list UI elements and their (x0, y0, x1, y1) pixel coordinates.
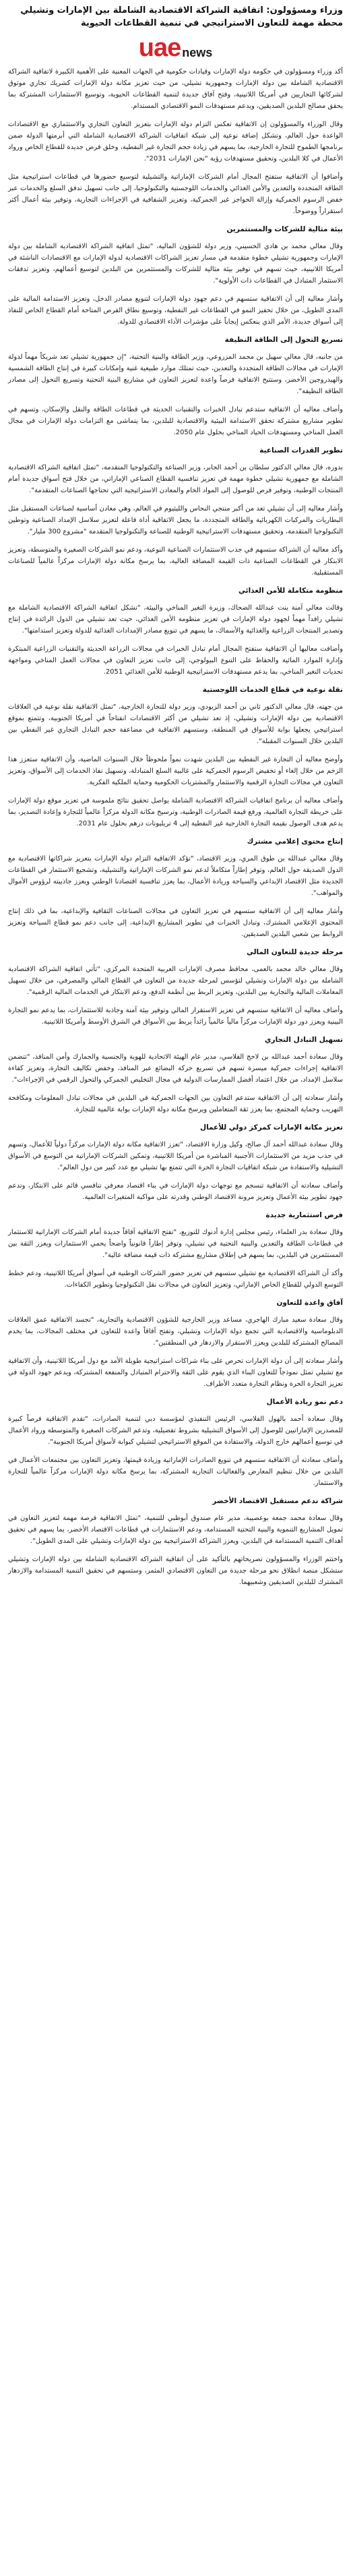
article-paragraph: وقال سعادة أحمد عبدالله بن لاحج الفلاسي، مدير عام الهيئة الاتحادية للهوية والجنسية والجمارك وأمن المنافذ، "تتضمن الاتفاقية إجراءات جمركية ميسرة تسهم في تسريع حركة البضائع عبر المنافذ، وخفض تكاليف التجارة، وتعزيز كفاءة سلاسل الإمداد، من خلال اعتماد أفضل الممارسات الدولية في مجال التخليص الجمركي والتحول الرقمي في الإجراءات". (8, 1053, 343, 1084)
section-heading: تسهيل التبادل التجاري (264, 1036, 343, 1044)
logo-suffix-text: news (182, 46, 213, 59)
article-paragraph: وقال معالي عبدالله بن طوق المري، وزير الاقتصاد، "تؤكد الاتفاقية التزام دولة الإمارات بتعزيز شراكاتها الاقتصادية مع الدول الصديقة حول العالم، وتوفر إطاراً متكاملاً لدعم نمو الشركات الإماراتية والتشيلية، وتشجيع الاستثمار في القطاعات الجديدة مثل الاقتصاد الإبداعي والسياحة وريادة الأعمال، بما يعزز تنافسية اقتصادنا الوطني ويعزز جاذبيته لرؤوس الأموال والمواهب". (8, 855, 343, 897)
article-paragraph: وقال الوزراء والمسؤولون إن الاتفاقية تعكس التزام دولة الإمارات بتعزيز التعاون التجاري والاستثماري مع الاقتصادات الواعدة حول العالم، وتشكل إضافة نوعية إلى شبكة اتفاقيات الشراكة الاقتصادية الشاملة التي أبرمتها الدولة ضمن برنامجها الطموح للتجارة الخارجية، بما يسهم في زيادة حجم التجارة غير النفطية، وخلق فرص جديدة للقطاع الخاص ورواد الأعمال في كلا البلدين، وتحقيق مستهدفات رؤية "نحن الإمارات 2031". (8, 121, 343, 163)
article-paragraph: من جهته، قال معالي الدكتور ثاني بن أحمد الزيودي، وزير دولة للتجارة الخارجية، "تمثل الاتفاقية نقلة نوعية في العلاقات الاقتصادية بين دولة الإمارات وتشيلي، إذ تعد تشيلي من أكثر الاقتصادات انفتاحاً في أمريكا الجنوبية، وتتمتع بموقع استراتيجي يجعلها بوابة للأسواق في المنطقة، وستسهم الاتفاقية في مضاعفة حجم التبادل التجاري غير النفطي بين البلدين خلال السنوات المقبلة". (8, 703, 343, 745)
section-heading: دعم نمو ريادة الأعمال (266, 1398, 343, 1406)
section-heading: نقلة نوعية في قطاع الخدمات اللوجستية (202, 686, 343, 694)
article-paragraph: وقال معالي محمد بن هادي الحسيني، وزير دولة للشؤون المالية، "تمثل اتفاقية الشراكة الاقتصادية الشاملة بين دولة الإمارات وجمهورية تشيلي خطوة متقدمة في مسار تعزيز الشراكات الاقتصادية لدولة الإمارات مع الاقتصادات الناشئة في أمريكا اللاتينية، حيث تسهم في توفير بيئة مثالية للشركات والمستثمرين من البلدين لتوسيع أعمالهم، وتعزيز تدفقات الاستثمار المتبادل في القطاعات ذات الأولوية". (8, 243, 343, 285)
article-paragraph: وأشار معاليه إلى أن الاتفاقية ستسهم في تعزيز التعاون في مجالات الصناعات الثقافية والإبداعية، بما في ذلك إنتاج المحتوى الإعلامي المشترك، وتبادل الخبرات في تطوير المشاريع الإبداعية، إلى جانب دعم نمو قطاع السياحة وتعزيز الروابط بين شعبي البلدين الصديقين. (8, 908, 343, 938)
article-paragraph: وأشار معاليه إلى أن الاتفاقية ستسهم في دعم جهود دولة الإمارات لتنويع مصادر الدخل، وتعزيز الاستدامة المالية على المدى الطويل، من خلال تحفيز النمو في القطاعات غير النفطية، وتوسيع نطاق الفرص المتاحة أمام القطاع الخاص للنفاذ إلى أسواق جديدة، الأمر الذي ينعكس إيجاباً على مؤشرات الأداء الاقتصادي للدولة. (8, 295, 343, 326)
section-heading: آفاق واعدة للتعاون (276, 1299, 343, 1307)
article-paragraph: وقالت معالي آمنة بنت عبدالله الضحاك، وزيرة التغير المناخي والبيئة، "تشكل اتفاقية الشراكة الاقتصادية الشاملة مع تشيلي رافداً مهماً لجهود دولة الإمارات في تعزيز منظومة الأمن الغذائي، حيث تعد تشيلي من الدول الرائدة في إنتاج وتصدير المنتجات الزراعية والغذائية والأسماك، ما يسهم في تنويع مصادر الإمدادات الغذائية للدولة وتعزيز استدامتها". (8, 604, 343, 635)
article-paragraph: وأضاف معاليه أن برنامج اتفاقيات الشراكة الاقتصادية الشاملة يواصل تحقيق نتائج ملموسة في تعزيز موقع دولة الإمارات على خريطة التجارة العالمية، ورفع قيمة الصادرات الوطنية، وترسيخ مكانة الدولة مركزاً عالمياً للتجارة وإعادة التصدير، بما يدعم هدف الوصول بقيمة التجارة الخارجية غير النفطية إلى 4 تريليونات درهم بحلول عام 2031. (8, 797, 343, 827)
article-paragraph: وأشار معاليه إلى أن تشيلي تعد من أكبر منتجي النحاس والليثيوم في العالم، وهي معادن أساسية لصناعات المستقبل مثل البطاريات والمركبات الكهربائية والطاقة المتجددة، ما يجعل الاتفاقية أداة فاعلة لتعزيز سلاسل الإمداد الصناعية وتوطين التكنولوجيا المتقدمة، وتحقيق مستهدفات الاستراتيجية الوطنية للصناعة والتكنولوجيا المتقدمة "مشروع 300 مليار". (8, 505, 343, 535)
article-paragraph: بدوره، قال معالي الدكتور سلطان بن أحمد الجابر، وزير الصناعة والتكنولوجيا المتقدمة، "تمثل اتفاقية الشراكة الاقتصادية الشاملة مع جمهورية تشيلي خطوة مهمة في تعزيز تنافسية القطاع الصناعي الإماراتي، من خلال فتح أسواق جديدة أمام المنتجات الوطنية، وتوفير فرص للوصول إلى المواد الخام والمعادن الاستراتيجية التي تحتاجها الصناعات المتقدمة". (8, 464, 343, 494)
article-paragraph: وأضافوا أن الاتفاقية ستفتح المجال أمام الشركات الإماراتية والتشيلية لتوسيع حضورها في قطاعات استراتيجية مثل الطاقة المتجددة والتعدين والأمن الغذائي والخدمات اللوجستية والتكنولوجيا، إلى جانب تسهيل تدفق السلع والخدمات عبر خفض الرسوم الجمركية وإزالة الحواجز غير الجمركية، وتعزيز الشفافية في الإجراءات التجارية، وتوفير بيئة أعمال أكثر استقراراً ووضوحاً. (8, 173, 343, 215)
logo-container (8, 35, 343, 61)
section-heading: بيئة مثالية للشركات والمستثمرين (226, 225, 343, 233)
article-paragraph: وأضاف معاليه أن الاتفاقية ستدعم تبادل الخبرات والتقنيات الحديثة في قطاعات الطاقة والنقل والإسكان، وتسهم في تطوير مشاريع مشتركة تحقق الاستدامة البيئية والاقتصادية للبلدين، بما يتماشى مع التزامات دولة الإمارات في مجال العمل المناخي ومستهدفات الحياد المناخي بحلول عام 2050. (8, 406, 343, 436)
article-paragraph: وأكد أن الشراكة الاقتصادية مع تشيلي ستسهم في تعزيز حضور الشركات الوطنية في أسواق أمريكا اللاتينية، ودعم خطط التوسع الدولي للقطاع الخاص الإماراتي، وتعزيز التعاون في مجالات نقل التكنولوجيا وتطوير الكفاءات. (8, 1270, 343, 1289)
section-heading: شراكة تدعم مستقبل الاقتصاد الأخضر (212, 1497, 343, 1505)
section-heading: إنتاج محتوى إعلامي مشترك (247, 838, 343, 846)
article-paragraph: وأوضح معاليه أن التجارة غير النفطية بين البلدين شهدت نمواً ملحوظاً خلال السنوات الماضية، وأن الاتفاقية ستعزز هذا الزخم من خلال إلغاء أو تخفيض الرسوم الجمركية على غالبية السلع المتبادلة، وتسهيل نفاذ الخدمات إلى الأسواق، وتعزيز التعاون في مجالات التجارة الرقمية والاستثمار والمشتريات الحكومية وحماية الملكية الفكرية. (8, 756, 343, 786)
uae-news-logo[interactable] (139, 35, 213, 61)
section-heading: تسريع التحول إلى الطاقة النظيفة (224, 336, 343, 344)
article-paragraph: وقال سعادة عبدالله أحمد آل صالح، وكيل وزارة الاقتصاد، "تعزز الاتفاقية مكانة دولة الإمارات مركزاً دولياً للأعمال، وتسهم في جذب مزيد من الاستثمارات الأجنبية المباشرة من أمريكا اللاتينية، وتمكين الشركات الإماراتية من التوسع في الأسواق التشيلية والاستفادة من شبكة اتفاقيات التجارة الحرة التي تتمتع بها تشيلي مع عدد كبير من دول العالم". (8, 1141, 343, 1171)
article-paragraph: وأشار سعادته إلى أن دولة الإمارات تحرص على بناء شراكات استراتيجية طويلة الأمد مع دول أمريكا اللاتينية، وأن الاتفاقية مع تشيلي تمثل نموذجاً للتعاون البناء الذي يقوم على الثقة والاحترام المتبادل والمنفعة المشتركة، ويدعم جهود الدولة في تعزيز التجارة الحرة ونظام التجارة متعدد الأطراف. (8, 1357, 343, 1388)
article-paragraph: وأضاف سعادته أن الاتفاقية ستسهم في تنويع الصادرات الإماراتية وزيادة قيمتها، وتعزيز التعاون بين مجتمعات الأعمال في البلدين من خلال تنظيم المعارض والفعاليات التجارية المشتركة، بما يرسخ مكانة دولة الإمارات مركزاً عالمياً للتجارة والاستثمار. (8, 1457, 343, 1487)
article-paragraph: وقال معالي خالد محمد بالعمى، محافظ مصرف الإمارات العربية المتحدة المركزي، "تأتي اتفاقية الشراكة الاقتصادية الشاملة بين دولة الإمارات وتشيلي لتؤسس لمرحلة جديدة من التعاون في القطاع المالي والمصرفي، من خلال تسهيل المعاملات المالية والتجارية بين البلدين، وتعزيز الربط بين أنظمة الدفع، ودعم الابتكار في الخدمات المالية الرقمية". (8, 966, 343, 996)
article-paragraph: وأضافت معاليها أن الاتفاقية ستفتح المجال أمام تبادل الخبرات في مجالات الزراعة الحديثة والتقنيات الزراعية المبتكرة وإدارة الموارد المائية والحفاظ على التنوع البيولوجي، إلى جانب تعزيز التعاون في مجالات العمل المناخي ومواجهة تحديات التغير المناخي، بما يدعم مستهدفات الاستراتيجية الوطنية للأمن الغذائي 2051. (8, 645, 343, 676)
section-heading: فرص استثمارية جديدة (265, 1211, 343, 1219)
article-paragraph: وقال سعادة بدر العلماء، رئيس مجلس إدارة أدنوك للتوزيع، "تفتح الاتفاقية آفاقاً جديدة أمام الشركات الإماراتية للاستثمار في قطاعات الطاقة والتعدين والبنية التحتية في تشيلي، وتوفر إطاراً قانونياً واضحاً يحمي الاستثمارات ويعزز الثقة بين المستثمرين في البلدين، بما يسهم في إطلاق مشاريع مشتركة ذات قيمة مضافة عالية". (8, 1229, 343, 1259)
article-paragraph: وقال سعادة أحمد بالهول الفلاسي، الرئيس التنفيذي لمؤسسة دبي لتنمية الصادرات، "تقدم الاتفاقية فرصاً كبيرة للمصدرين الإماراتيين للوصول إلى الأسواق التشيلية بشروط تفضيلية، وتدعم الشركات الصغيرة والمتوسطة ورواد الأعمال في توسيع أعمالهم خارج الدولة، والاستفادة من الموقع الاستراتيجي لتشيلي كبوابة لأسواق أمريكا الجنوبية". (8, 1415, 343, 1446)
article-paragraph: وأكد معاليه أن الشراكة ستسهم في جذب الاستثمارات الصناعية النوعية، ودعم نمو الشركات الصغيرة والمتوسطة، وتعزيز الابتكار في القطاعات الصناعية ذات القيمة المضافة العالية، بما يرسخ مكانة دولة الإمارات مركزاً عالمياً للصناعات المستقبلية. (8, 546, 343, 577)
section-heading: تعزيز مكانة الإمارات كمركز دولي للأعمال (199, 1123, 343, 1132)
article-paragraph: من جانبه، قال معالي سهيل بن محمد المزروعي، وزير الطاقة والبنية التحتية، "إن جمهورية تشيلي تعد شريكاً مهماً لدولة الإمارات في مجالات الطاقة المتجددة والتعدين، حيث تمتلك موارد طبيعية غنية وإمكانات كبيرة في إنتاج الطاقة الشمسية والهيدروجين الأخضر، وستتيح الاتفاقية فرصاً واعدة لتعزيز التعاون في مشاريع البنية التحتية وتسريع التحول إلى مصادر الطاقة النظيفة". (8, 353, 343, 395)
article-paragraph: وأشار سعادته إلى أن الاتفاقية ستدعم التعاون بين الجهات الجمركية في البلدين في مجالات تبادل المعلومات ومكافحة التهريب وحماية المجتمع، بما يعزز ثقة المتعاملين ويرسخ مكانة دولة الإمارات بوابة عالمية للتجارة. (8, 1094, 343, 1113)
article-paragraph: وقال سعادة سعيد مبارك الهاجري، مساعد وزير الخارجية للشؤون الاقتصادية والتجارية، "تجسد الاتفاقية عمق العلاقات الدبلوماسية والاقتصادية التي تجمع دولة الإمارات وتشيلي، وتفتح آفاقاً واعدة للتعاون في مختلف المجالات، بما يخدم المصالح المشتركة للبلدين ويعزز الاستقرار والازدهار في المنطقتين". (8, 1316, 343, 1347)
article-paragraph: أكد وزراء ومسؤولون في حكومة دولة الإمارات وقيادات حكومية في الجهات المعنية على الأهمية الكبيرة لاتفاقية الشراكة الاقتصادية الشاملة بين دولة الإمارات وجمهورية تشيلي، من حيث تعزيز مكانة دولة الإمارات كشريك تجاري موثوق لشركائها التجاريين في أمريكا اللاتينية، وفتح آفاق جديدة لتنمية القطاعات الحيوية، وتوسيع الاستثمارات المشتركة بما يحقق مصالح البلدين الصديقين، ويدعم مستهدفات النمو الاقتصادي المستدام. (8, 68, 343, 110)
article-headline: وزراء ومسؤولون: اتفاقية الشراكة الاقتصادية الشاملة بين الإمارات وتشيلي محطة مهمة للتعاون الاستراتيجي في تنمية القطاعات الحيوية (20, 5, 343, 28)
article-paragraph: واختتم الوزراء والمسؤولون تصريحاتهم بالتأكيد على أن اتفاقية الشراكة الاقتصادية الشاملة بين دولة الإمارات وتشيلي ستشكل منصة انطلاق نحو مرحلة جديدة من التعاون الاقتصادي المثمر، وستسهم في تحقيق التنمية المستدامة والازدهار المشترك للبلدين الصديقين وشعبيهما. (8, 1556, 343, 1586)
article-paragraph: وأضاف سعادته أن الاتفاقية تنسجم مع توجهات دولة الإمارات في بناء اقتصاد معرفي تنافسي قائم على الابتكار، وتدعم جهود تطوير بيئة الأعمال وتعزيز مرونة الاقتصاد الوطني وقدرته على مواكبة المتغيرات العالمية. (8, 1182, 343, 1201)
section-heading: تطوير القدرات الصناعية (259, 446, 343, 455)
section-heading: مرحلة جديدة للتعاون المالي (246, 948, 343, 956)
section-heading: منظومة متكاملة للأمن الغذائي (238, 587, 343, 595)
logo-brand-text: uae (138, 34, 181, 62)
article-paragraph: وأضاف معاليه أن الاتفاقية ستسهم في تعزيز الاستقرار المالي وتوفير بيئة آمنة وجاذبة للاستثمارات، بما يدعم نمو التجارة البينية ويعزز دور دولة الإمارات مركزاً مالياً عالمياً رائداً يربط بين الأسواق في الشرق الأوسط وأمريكا اللاتينية. (8, 1007, 343, 1026)
article-paragraph: وقال سعادة محمد جمعة بوعصيبة، مدير عام صندوق أبوظبي للتنمية، "تمثل الاتفاقية فرصة مهمة لتعزيز التعاون في تمويل المشاريع التنموية والبنية التحتية المستدامة، ودعم الاستثمارات في قطاعات الاقتصاد الأخضر، بما يسهم في تحقيق أهداف التنمية المستدامة في البلدين، ويعزز الشراكة الاستراتيجية بين دولة الإمارات وتشيلي على المدى الطويل". (8, 1515, 343, 1545)
article-body (8, 66, 343, 1588)
